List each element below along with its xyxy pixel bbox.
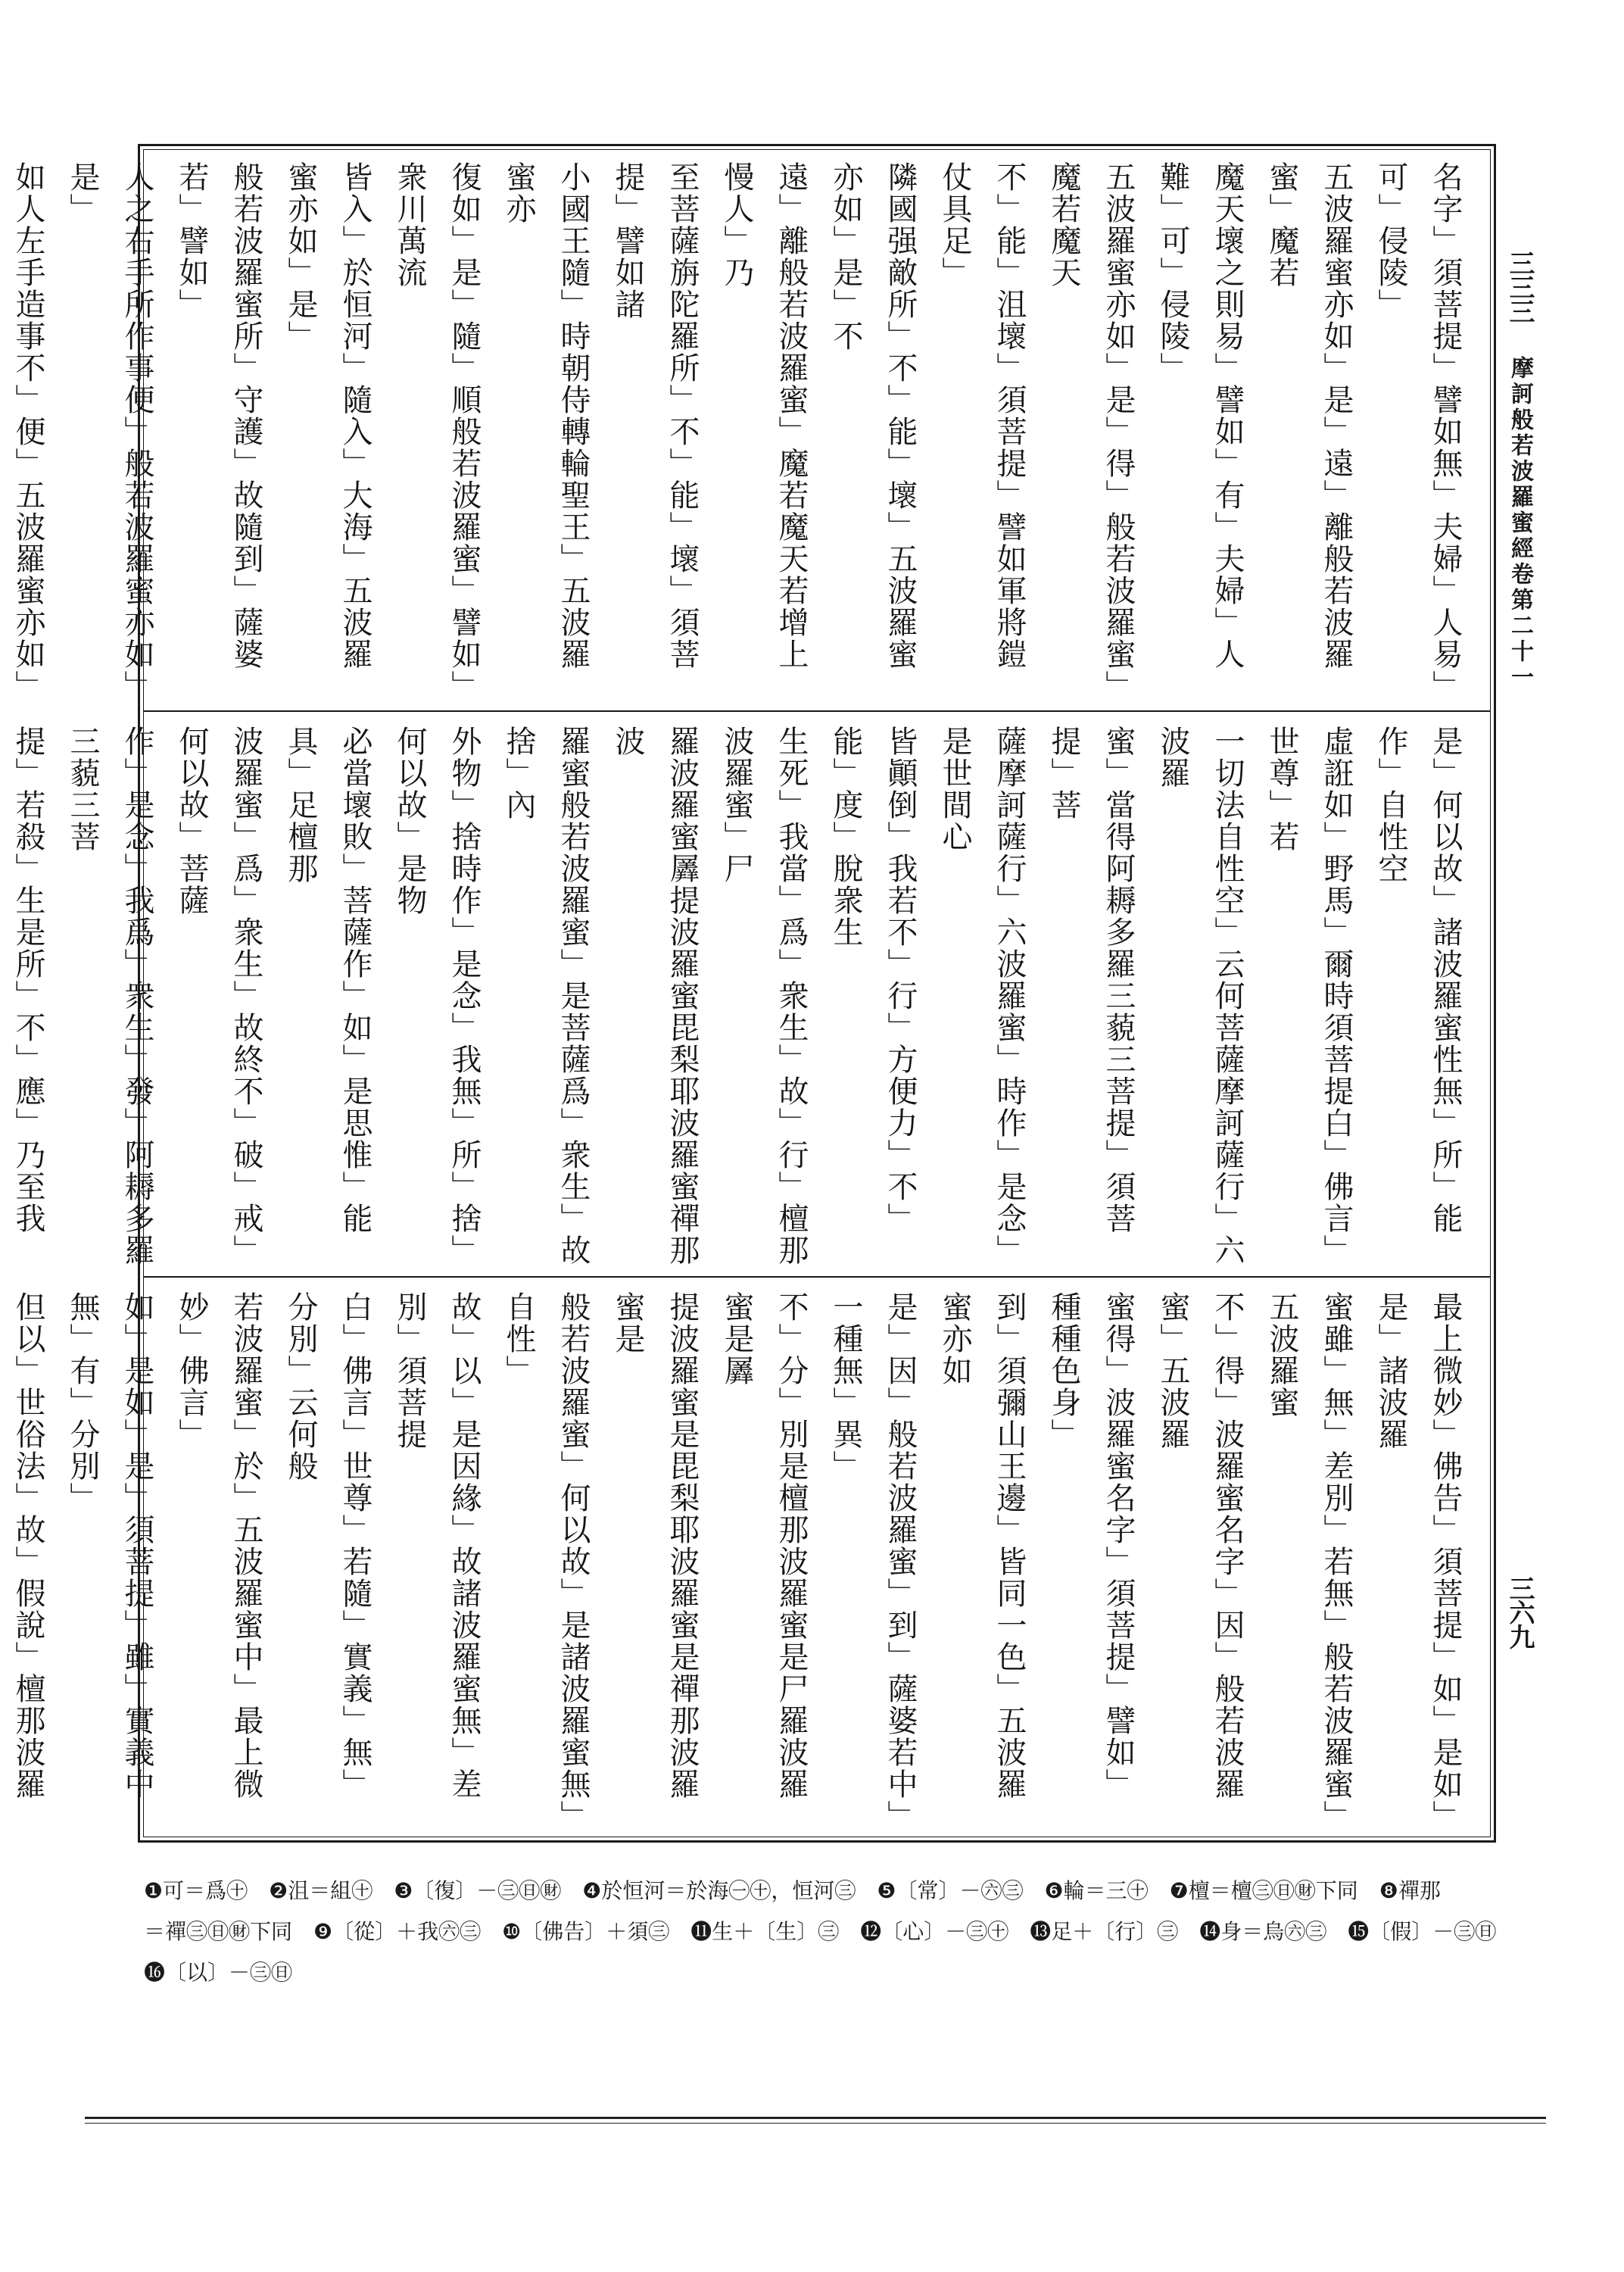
text-band-top (11, 146, 1494, 710)
page-number-left: 三六九 (1504, 1575, 1535, 1648)
text-band-middle (11, 712, 1494, 1276)
footnote-line: ＝禪㊂㊐㊖下同 ❾〔從〕＋我㊅㊂ ❿〔佛告〕＋須㊂ ⓫生＋〔生〕㊂ ⓬〔心〕－㊂㊉ ⓭足＋〔行〕㊂ ⓮身＝烏㊅㊂ ⓯〔假〕－㊂㊐ (144, 1919, 1497, 1944)
bottom-rule (85, 2117, 1546, 2119)
sutra-text-band-2: 是」何以故」諸波羅蜜性無」所」能作」自性空 虛誑如」野馬」爾時須菩提白」佛言」世尊」若 一切法自性空」云何菩薩摩訶薩行」六波羅 蜜」當得阿耨多羅三藐三菩提」須菩提」菩 薩摩訶薩行」六波羅蜜」時作」是念」是世間心 皆顚倒」我若不」行」方便力」不」能」度」脫衆生 生死」我當」爲」衆生」故」行」檀那波羅蜜」尸 羅波羅蜜羼提波羅蜜毘梨耶波羅蜜禪那波 羅蜜般若波羅蜜」是菩薩爲」衆生」故捨」內 外物」捨時作」是念」我無」所」捨」何以故」是物 必當壞敗」菩薩作」如」是思惟」能具」足檀那 波羅蜜」爲」衆生」故終不」破」戒」何以故」菩薩 作」是念」我爲」衆生」發」阿耨多羅三藐三菩 提」若殺」生是所」不」應」乃至我 (11, 726, 1463, 1266)
footnote-line: ❶可＝爲㊉ ❷沮＝組㊉ ❸〔復〕－㊂㊐㊖ ❹於恒河＝於海㊀㊉，恒河㊂ ❺〔常〕－㊅㊂ ❻輪＝三㊉ ❼檀＝檀㊂㊐㊖下同 ❽禪那 (144, 1878, 1441, 1903)
sutra-title: 摩訶般若波羅蜜經卷第二十一 (1507, 356, 1533, 691)
sutra-text-band-1: 名字」須菩提」譬如無」夫婦」人易」可」侵陵」 五波羅蜜亦如」是」遠」離般若波羅蜜」魔若 魔天壞之則易」譬如」有」夫婦」人難」可」侵陵」 五波羅蜜亦如」是」得」般若波羅蜜」魔若魔天 不」能」沮壞」須菩提」譬如軍將鎧仗具足」 隣國强敵所」不」能」壞」五波羅蜜亦如」是」不 遠」離般若波羅蜜」魔若魔天若增上慢人」乃 至菩薩旃陀羅所」不」能」壞」須菩提」譬如諸 小國王隨」時朝侍轉輪聖王」五波羅蜜亦 復如」是」隨」順般若波羅蜜」譬如」衆川萬流 皆入」於恒河」隨入」大海」五波羅蜜亦如」是」 般若波羅蜜所」守護」故隨到」薩婆若」譬如」 人之右手所作事便」般若波羅蜜亦如」是」 如人左手造事不」便」五波羅蜜亦如」 (11, 161, 1463, 687)
bottom-rule (85, 2123, 1546, 2124)
footnote-line: ⓰〔以〕－㊂㊐ (144, 1960, 293, 1985)
text-frame (11, 144, 1496, 1843)
text-band-bottom (11, 1278, 1494, 1838)
page-number-right: 三三三 (1504, 250, 1535, 323)
sutra-text-band-3: 最上微妙」佛告」須菩提」如」是如」是」諸波羅 蜜雖」無」差別」若無」般若波羅蜜」五波羅蜜 不」得」波羅蜜名字」因」般若波羅蜜」五波羅 蜜得」波羅蜜名字」須菩提」譬如」種種色身」 到」須彌山王邊」皆同一色」五波羅蜜亦如 是」因」般若波羅蜜」到」薩婆若中」一種無」異」 不」分」別是檀那波羅蜜是尸羅波羅蜜是羼 提波羅蜜是毘梨耶波羅蜜是禪那波羅蜜是 般若波羅蜜」何以故」是諸波羅蜜無」自性」 故」以」是因緣」故諸波羅蜜無」差別」須菩提 白」佛言」世尊」若隨」實義」無」分別」云何般 若波羅蜜」於」五波羅蜜中」最上微妙」佛言」 如」是如」是」須菩提」雖」實義中無」有」分別」 但以」世俗法」故」假說」檀那波羅 (11, 1291, 1463, 1817)
footnotes (144, 1871, 1497, 1993)
